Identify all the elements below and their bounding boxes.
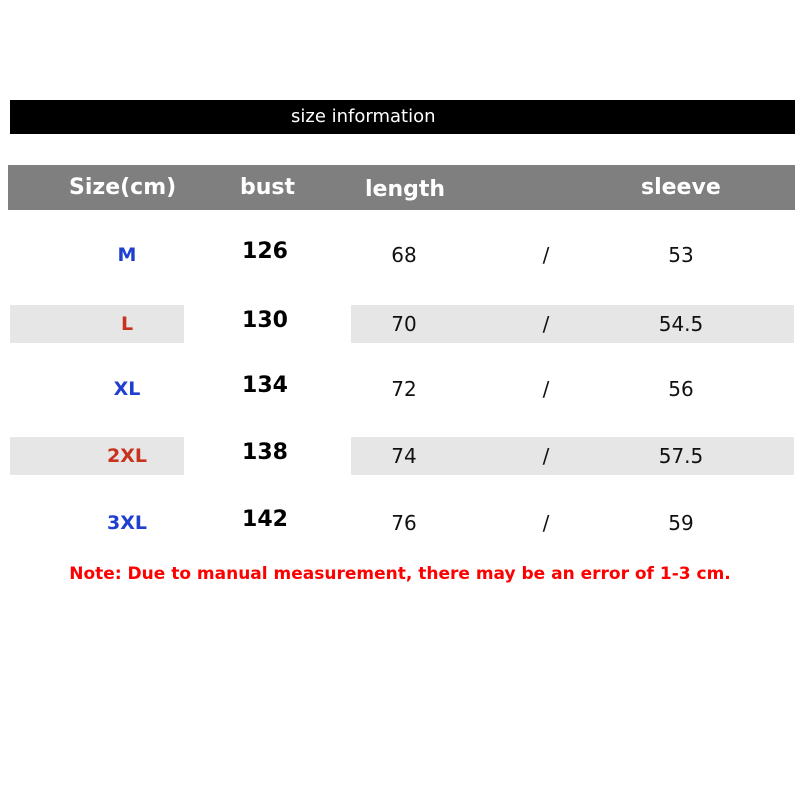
sleeve-cell: 57.5 xyxy=(658,444,704,468)
table-row xyxy=(0,236,800,274)
sleeve-cell: 56 xyxy=(668,377,694,401)
bust-cell: 142 xyxy=(242,507,288,532)
table-header xyxy=(8,165,795,210)
bust-cell: 134 xyxy=(242,373,288,398)
separator-cell: / xyxy=(542,377,550,401)
header-length: length xyxy=(365,177,446,202)
length-cell: 76 xyxy=(391,511,417,535)
size-cell: 2XL xyxy=(107,445,147,467)
bust-cell: 130 xyxy=(242,308,288,333)
size-cell: XL xyxy=(113,378,141,400)
length-cell: 68 xyxy=(391,243,417,267)
row-band-left xyxy=(10,305,184,343)
measurement-note: Note: Due to manual measurement, there may be an error of 1-3 cm. xyxy=(69,564,731,584)
row-band-right xyxy=(351,305,794,343)
row-band-left xyxy=(10,437,184,475)
sleeve-cell: 53 xyxy=(668,243,694,267)
separator-cell: / xyxy=(542,312,550,336)
table-row xyxy=(0,305,800,343)
size-cell: L xyxy=(120,313,134,335)
bust-cell: 138 xyxy=(242,440,288,465)
size-cell: 3XL xyxy=(107,512,147,534)
title-bar xyxy=(10,100,795,134)
header-size: Size(cm) xyxy=(69,175,177,200)
length-cell: 74 xyxy=(391,444,417,468)
table-row xyxy=(0,370,800,408)
length-cell: 70 xyxy=(391,312,417,336)
header-sleeve: sleeve xyxy=(641,175,721,200)
page-title: size information xyxy=(291,106,436,127)
row-band-right xyxy=(351,437,794,475)
size-cell: M xyxy=(117,244,137,266)
table-row xyxy=(0,437,800,475)
separator-cell: / xyxy=(542,444,550,468)
table-row xyxy=(0,504,800,542)
bust-cell: 126 xyxy=(242,239,288,264)
separator-cell: / xyxy=(542,243,550,267)
header-bust: bust xyxy=(240,175,296,200)
separator-cell: / xyxy=(542,511,550,535)
sleeve-cell: 54.5 xyxy=(658,312,704,336)
length-cell: 72 xyxy=(391,377,417,401)
sleeve-cell: 59 xyxy=(668,511,694,535)
